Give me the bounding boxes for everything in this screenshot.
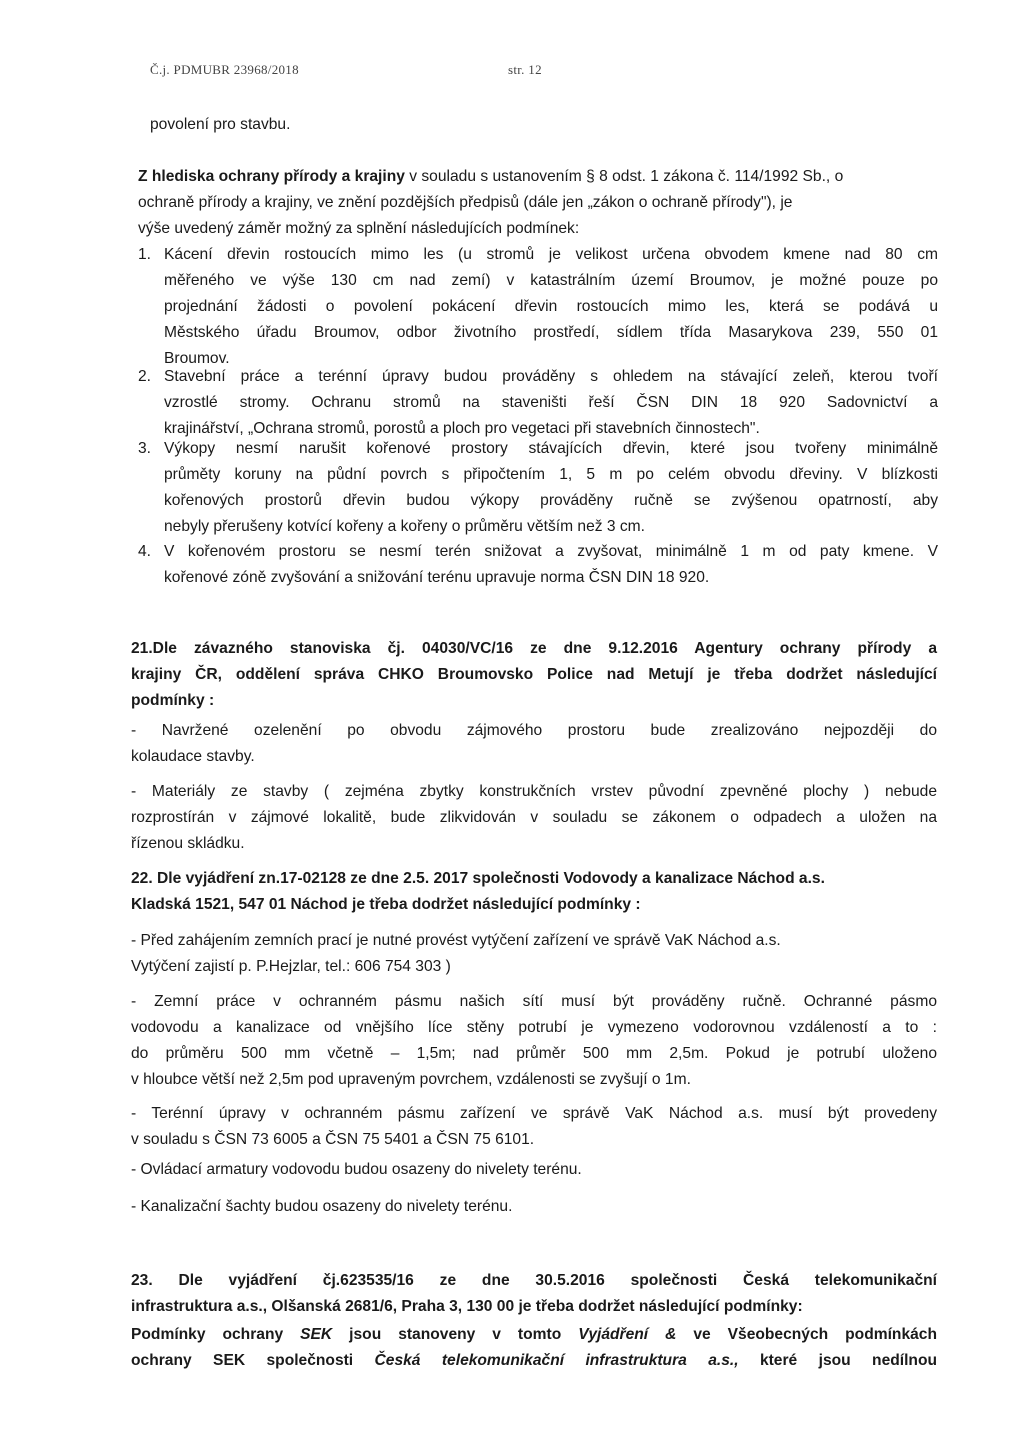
list-item-4: V kořenovém prostoru se nesmí terén snižovat a zvyšovat, minimálně 1 m od paty kmene. V kořenové zóně zvyšování a snižování terénu upravuje norma ČSN DIN 18 920. [164,543,938,586]
nature-line-3: výše uvedený záměr možný za splnění následujících podmínek: [138,220,580,237]
section-22-paragraph-1: - Před zahájením zemních prací je nutné provést vytýčení zařízení ve správě VaK Náchod a.s. Vytýčení zajistí p. P.Hejzlar, tel.: 606 754 303 ) [131,932,781,975]
section-22-paragraph-5: - Kanalizační šachty budou osazeny do nivelety terénu. [131,1198,513,1215]
section-23-paragraph-1: Podmínky ochrany SEK jsou stanoveny v tomto Vyjádření & ve Všeobecných podmínkách ochrany SEK společnosti Česká telekomunikační infrastruktura a.s., které jsou nedílnou [131,1326,938,1369]
list-number: 1. [138,246,152,263]
list-number: 4. [138,543,152,560]
list-item-2: Stavební práce a terénní úpravy budou prováděny s ohledem na stávající zeleň, kterou tvoří vzrostlé stromy. Ochranu stromů na staveništi řeší ČSN DIN 18 920 Sadovnictví a krajinářství, „Ochrana stromů, porostů a ploch pro vegetaci při stavebních činnostech". [164,368,938,437]
list-number: 2. [138,368,152,385]
section-22-paragraph-2: - Zemní práce v ochranném pásmu našich sítí musí být prováděny ručně. Ochranné pásmo vodovodu a kanalizace od vnějšího líce stěny potrubí je vymezeno vodorovnou vzdáleností a to : do průměru 500 mm včetně – 1,5m; nad průměr 500 mm 2,5m. Pokud je potrubí uloženo v hloubce větší než 2,5m pod upraveným povrchem, vzdálenosti se zvyšují o 1m. [131,993,937,1088]
nature-line-2: ochraně přírody a krajiny, ve znění pozdějších předpisů (dále jen „zákon o ochraně přírody"), je [138,194,793,211]
section-23-heading: 23. Dle vyjádření čj.623535/16 ze dne 30.5.2016 společnosti Česká telekomunikační infrastruktura a.s., Olšanská 2681/6, Praha 3, 130 00 je třeba dodržet následující podmínky: [131,1272,937,1315]
section-21-paragraph-2: - Materiály ze stavby ( zejména zbytky konstrukčních vrstev původní zpevněné plochy ) nebude rozprostírán v zájmové lokalitě, bude zlikvidován v souladu se zákonem o odpadech a uložen na řízenou skládku. [131,783,937,852]
list-item-1: Kácení dřevin rostoucích mimo les (u stromů je velikost určena obvodem kmene nad 80 cm měřeného ve výše 130 cm nad zemí) v katastrálním území Broumov, je možné pouze po projednání žádosti o povolení pokácení dřevin rostoucích mimo les, která se podává u Městského úřadu Broumov, odbor životního prostředí, sídlem třída Masarykova 239, 550 01 Broumov. [164,246,938,367]
nature-paragraph [138,164,934,242]
list-item-3: Výkopy nesmí narušit kořenové prostory stávajících dřevin, které jsou tvořeny minimálně průměty koruny na půdní povrch s připočtením 1, 5 m po celém obvodu dřeviny. V blízkosti kořenových prostorů dřevin budou výkopy prováděny ručně se zvýšenou opatrností, aby nebyly přerušeny kotvící kořeny a kořeny o průměru větším než 3 cm. [164,440,938,535]
section-22-paragraph-3: - Terénní úpravy v ochranném pásmu zařízení ve správě VaK Náchod a.s. musí být provedeny v souladu s ČSN 73 6005 a ČSN 75 5401 a ČSN 75 6101. [131,1105,937,1148]
intro-line: povolení pro stavbu. [150,116,291,133]
page-number: str. 12 [508,62,542,77]
section-21-heading: 21.Dle závazného stanoviska čj. 04030/VC/16 ze dne 9.12.2016 Agentury ochrany přírody a krajiny ČR, oddělení správa CHKO Broumovsko Police nad Metují je třeba dodržet následující podmínky : [131,640,937,709]
section-21-paragraph-1: - Navržené ozelenění po obvodu zájmového prostoru bude zrealizováno nejpozději do kolaudace stavby. [131,722,937,765]
list-number: 3. [138,440,152,457]
section-22-heading: 22. Dle vyjádření zn.17-02128 ze dne 2.5. 2017 společnosti Vodovody a kanalizace Náchod a.s. Kladská 1521, 547 01 Náchod je třeba dodržet následující podmínky : [131,870,825,913]
reference-number: Č.j. PDMUBR 23968/2018 [150,62,299,77]
page-header [150,62,542,78]
section-22-paragraph-4: - Ovládací armatury vodovodu budou osazeny do nivelety terénu. [131,1161,582,1178]
nature-line-1: Z hlediska ochrany přírody a krajiny v souladu s ustanovením § 8 odst. 1 zákona č. 114/1992 Sb., o [138,168,844,185]
